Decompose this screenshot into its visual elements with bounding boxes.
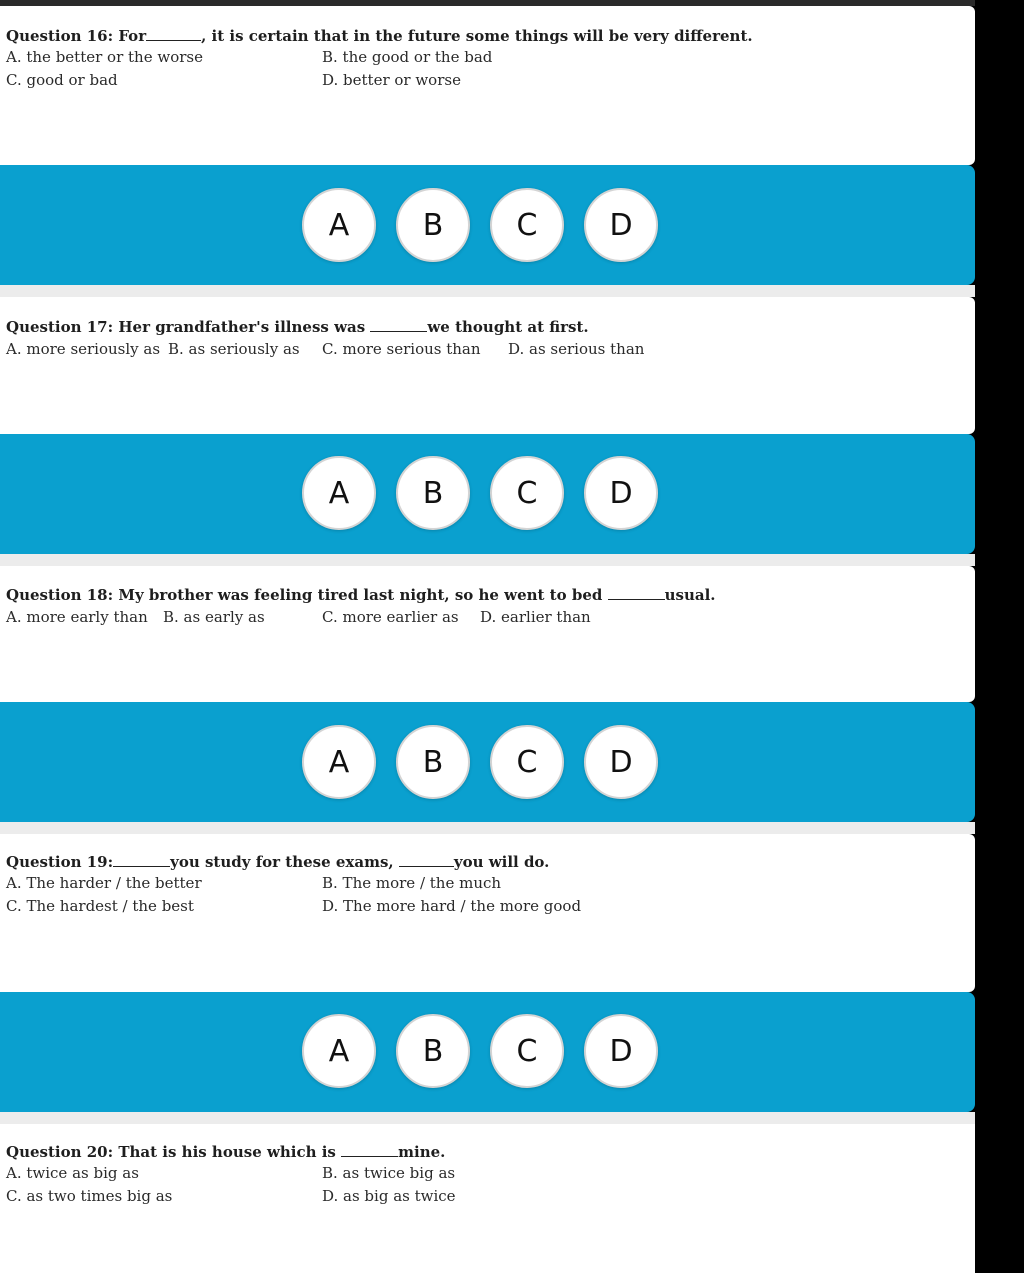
question-19-option-b: B. The more / the much — [322, 874, 502, 892]
question-16-text-start: Question 16: For — [6, 27, 147, 45]
question-20-option-b: B. as twice big as — [322, 1164, 456, 1182]
question-17-answer-bar — [0, 434, 975, 554]
question-20-text-end: mine. — [398, 1143, 446, 1161]
question-17-answer-a-button[interactable]: A — [302, 456, 376, 530]
question-18-option-b: B. as early as — [163, 608, 265, 626]
question-18-answer-c-button[interactable]: C — [490, 725, 564, 799]
question-17-option-c: C. more serious than — [322, 340, 481, 358]
question-19-option-c: C. The hardest / the best — [6, 897, 194, 915]
question-19-option-d: D. The more hard / the more good — [322, 897, 582, 915]
question-16-answer-d-button[interactable]: D — [584, 188, 658, 262]
question-18-text-end: usual. — [664, 586, 716, 604]
question-20-title — [6, 1142, 445, 1161]
divider — [0, 1112, 975, 1124]
right-edge — [975, 0, 1024, 1273]
question-16-answer-bar — [0, 165, 975, 285]
question-19-answer-a-button[interactable]: A — [302, 1014, 376, 1088]
question-16-option-d: D. better or worse — [322, 71, 461, 89]
question-18-answer-b-button[interactable]: B — [396, 725, 470, 799]
question-19-answer-c-button[interactable]: C — [490, 1014, 564, 1088]
question-19-answer-bar — [0, 992, 975, 1112]
question-16-option-c: C. good or bad — [6, 71, 118, 89]
divider — [0, 554, 975, 566]
question-19-answer-b-button[interactable]: B — [396, 1014, 470, 1088]
question-17-option-d: D. as serious than — [508, 340, 645, 358]
question-18-text-start: Question 18: My brother was feeling tired last night, so he went to bed — [6, 586, 603, 604]
question-19-answer-d-button[interactable]: D — [584, 1014, 658, 1088]
question-18-answer-d-button[interactable]: D — [584, 725, 658, 799]
answer-blank — [399, 852, 454, 867]
question-17-answer-c-button[interactable]: C — [490, 456, 564, 530]
question-20-option-c: C. as two times big as — [6, 1187, 173, 1205]
question-17-title — [6, 317, 589, 336]
question-18-answer-a-button[interactable]: A — [302, 725, 376, 799]
question-17-text-start: Question 17: Her grandfather's illness was — [6, 318, 366, 336]
question-16-text-end: , it is certain that in the future some things will be very different. — [201, 27, 753, 45]
question-18-option-d: D. earlier than — [480, 608, 591, 626]
answer-blank — [146, 26, 201, 41]
question-19-text-middle: you study for these exams, — [170, 853, 394, 871]
question-20-text-start: Question 20: That is his house which is — [6, 1143, 336, 1161]
question-20-option-a: A. twice as big as — [6, 1164, 139, 1182]
question-17-answer-b-button[interactable]: B — [396, 456, 470, 530]
question-16-option-a: A. the better or the worse — [6, 48, 203, 66]
answer-blank — [608, 585, 665, 600]
answer-blank — [341, 1142, 398, 1157]
question-18-option-c: C. more earlier as — [322, 608, 459, 626]
question-17-answer-d-button[interactable]: D — [584, 456, 658, 530]
answer-blank — [113, 852, 170, 867]
question-18-title — [6, 585, 716, 604]
divider — [0, 285, 975, 297]
question-16-answer-c-button[interactable]: C — [490, 188, 564, 262]
question-19-text-end: you will do. — [453, 853, 550, 871]
question-19-option-a: A. The harder / the better — [6, 874, 202, 892]
question-19-text-start: Question 19: — [6, 853, 114, 871]
question-17-option-a: A. more seriously as — [6, 340, 161, 358]
question-16-answer-a-button[interactable]: A — [302, 188, 376, 262]
question-20-option-d: D. as big as twice — [322, 1187, 456, 1205]
question-16-option-b: B. the good or the bad — [322, 48, 493, 66]
answer-blank — [370, 317, 427, 332]
divider — [0, 822, 975, 834]
question-19-title — [6, 852, 549, 871]
question-16-title — [6, 26, 753, 45]
question-17-text-end: we thought at first. — [427, 318, 589, 336]
question-17-option-b: B. as seriously as — [168, 340, 300, 358]
question-18-option-a: A. more early than — [6, 608, 148, 626]
question-18-answer-bar — [0, 702, 975, 822]
question-16-answer-b-button[interactable]: B — [396, 188, 470, 262]
